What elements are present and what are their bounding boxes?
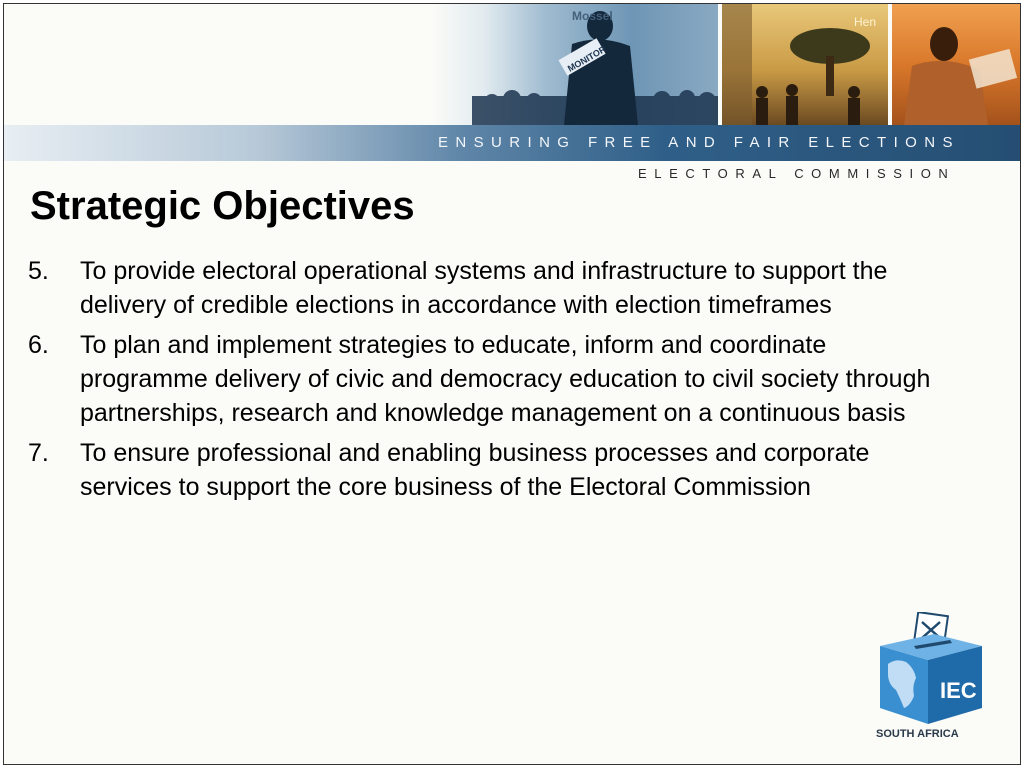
header-tagline: ENSURING FREE AND FAIR ELECTIONS (438, 134, 960, 151)
objective-item (28, 254, 948, 322)
map-label-photo2: Hen (854, 15, 877, 29)
header-photo-street (722, 4, 888, 125)
logo-caption: SOUTH AFRICA (876, 728, 959, 740)
objectives-list (28, 254, 948, 510)
monitor-sign-text: MONITOR (565, 43, 608, 74)
logo-mark: IEC (940, 678, 977, 703)
map-town-label: Mossel (572, 9, 613, 23)
header-photo-crowd (432, 4, 718, 125)
slide (3, 3, 1021, 765)
objective-item (28, 328, 948, 430)
objective-text: To plan and implement strategies to educate, inform and coordinate programme delivery of civic and democracy education to civil society through partnerships, research and knowledge management on a continuous basis (80, 331, 931, 427)
objective-item (28, 436, 948, 504)
objective-text: To provide electoral operational systems and infrastructure to support the delivery of credible elections in accordance with election timeframes (80, 257, 888, 319)
objective-number: 5. (28, 257, 49, 285)
objective-text: To ensure professional and enabling business processes and corporate services to support the core business of the Electoral Commission (80, 439, 870, 501)
header-subtagline: ELECTORAL COMMISSION (638, 166, 956, 181)
header-photo-worker (892, 4, 1020, 125)
objective-number: 7. (28, 439, 49, 467)
objective-number: 6. (28, 331, 49, 359)
slide-title: Strategic Objectives (30, 184, 415, 228)
